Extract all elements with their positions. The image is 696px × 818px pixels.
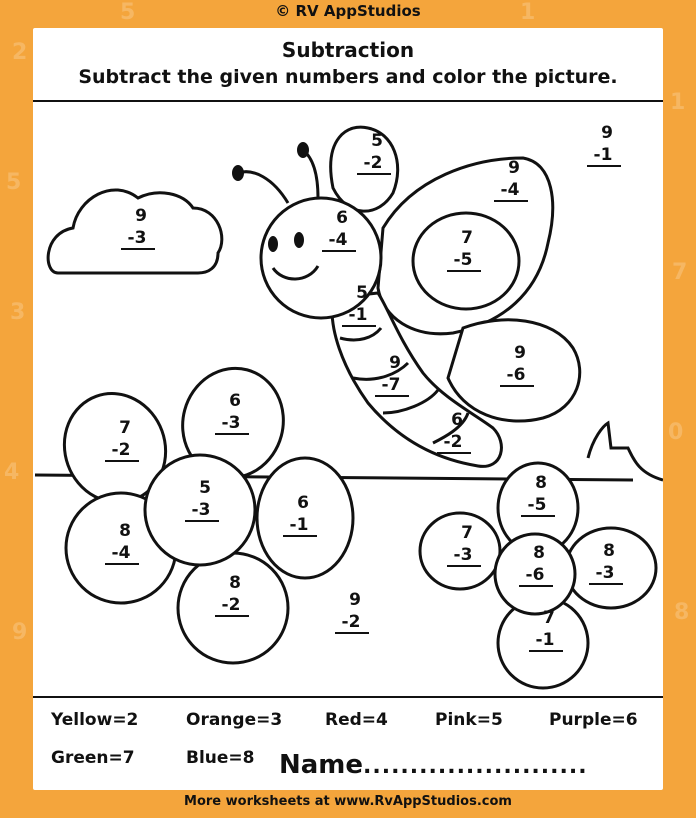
problem-subtrahend: -3 (191, 500, 211, 520)
grass-shape (588, 423, 663, 480)
key-orange: Orange=3 (186, 710, 283, 730)
key-red: Red=4 (325, 710, 388, 730)
problem-minuend: 6 (297, 493, 309, 513)
problem-subtrahend: -2 (363, 153, 383, 173)
worksheet-instructions: Subtract the given numbers and color the picture. (78, 66, 618, 88)
problem-subtrahend: -3 (453, 545, 473, 565)
key-yellow: Yellow=2 (51, 710, 139, 730)
problem-minuend: 7 (461, 523, 473, 543)
problem-subtrahend: -2 (443, 432, 463, 452)
problem-minuend: 9 (514, 343, 526, 363)
problem-minuend: 9 (601, 123, 613, 143)
problem-minuend: 6 (229, 391, 241, 411)
problem-minuend: 8 (229, 573, 241, 593)
key-green: Green=7 (51, 748, 135, 768)
problem-minuend: 7 (119, 418, 131, 438)
problem-minuend: 7 (543, 608, 555, 628)
problem-subtrahend: -1 (348, 305, 368, 325)
problem-subtrahend: -4 (111, 543, 131, 563)
name-label: Name (279, 750, 364, 780)
problem-subtrahend: -4 (328, 230, 348, 250)
problem-subtrahend: -4 (500, 180, 520, 200)
problem-minuend: 9 (389, 353, 401, 373)
footer-divider (33, 696, 663, 698)
problem-minuend: 5 (199, 478, 211, 498)
problem-minuend: 9 (349, 590, 361, 610)
problem-subtrahend: -3 (595, 563, 615, 583)
problem-subtrahend: -3 (127, 228, 147, 248)
problem-subtrahend: -2 (221, 595, 241, 615)
problem-minuend: 9 (508, 158, 520, 178)
key-blue: Blue=8 (186, 748, 255, 768)
problem-minuend: 5 (356, 283, 368, 303)
problem-subtrahend: -2 (111, 440, 131, 460)
problem-minuend: 6 (336, 208, 348, 228)
problem-subtrahend: -1 (535, 630, 555, 650)
coloring-picture[interactable] (33, 28, 663, 693)
problem-subtrahend: -1 (593, 145, 613, 165)
key-purple: Purple=6 (549, 710, 638, 730)
problem-subtrahend: -6 (506, 365, 526, 385)
problem-minuend: 5 (371, 131, 383, 151)
problem-subtrahend: -3 (221, 413, 241, 433)
brand-header: © RV AppStudios (275, 2, 421, 20)
problem-minuend: 8 (603, 541, 615, 561)
problem-minuend: 6 (451, 410, 463, 430)
footer-link[interactable]: More worksheets at www.RvAppStudios.com (184, 794, 512, 809)
name-field[interactable]: ........................ (363, 754, 588, 779)
problem-subtrahend: -1 (289, 515, 309, 535)
problem-subtrahend: -5 (527, 495, 547, 515)
problem-minuend: 8 (119, 521, 131, 541)
problem-corner (587, 123, 621, 166)
problem-minuend: 9 (135, 206, 147, 226)
problem-minuend: 7 (461, 228, 473, 248)
problem-minuend: 8 (533, 543, 545, 563)
worksheet (33, 28, 663, 790)
key-pink: Pink=5 (435, 710, 503, 730)
problem-subtrahend: -7 (381, 375, 401, 395)
problem-subtrahend: -2 (341, 612, 361, 632)
problem-subtrahend: -6 (525, 565, 545, 585)
problem-subtrahend: -5 (453, 250, 473, 270)
problem-minuend: 8 (535, 473, 547, 493)
problem-ground (335, 590, 369, 633)
worksheet-title: Subtraction (281, 38, 415, 62)
